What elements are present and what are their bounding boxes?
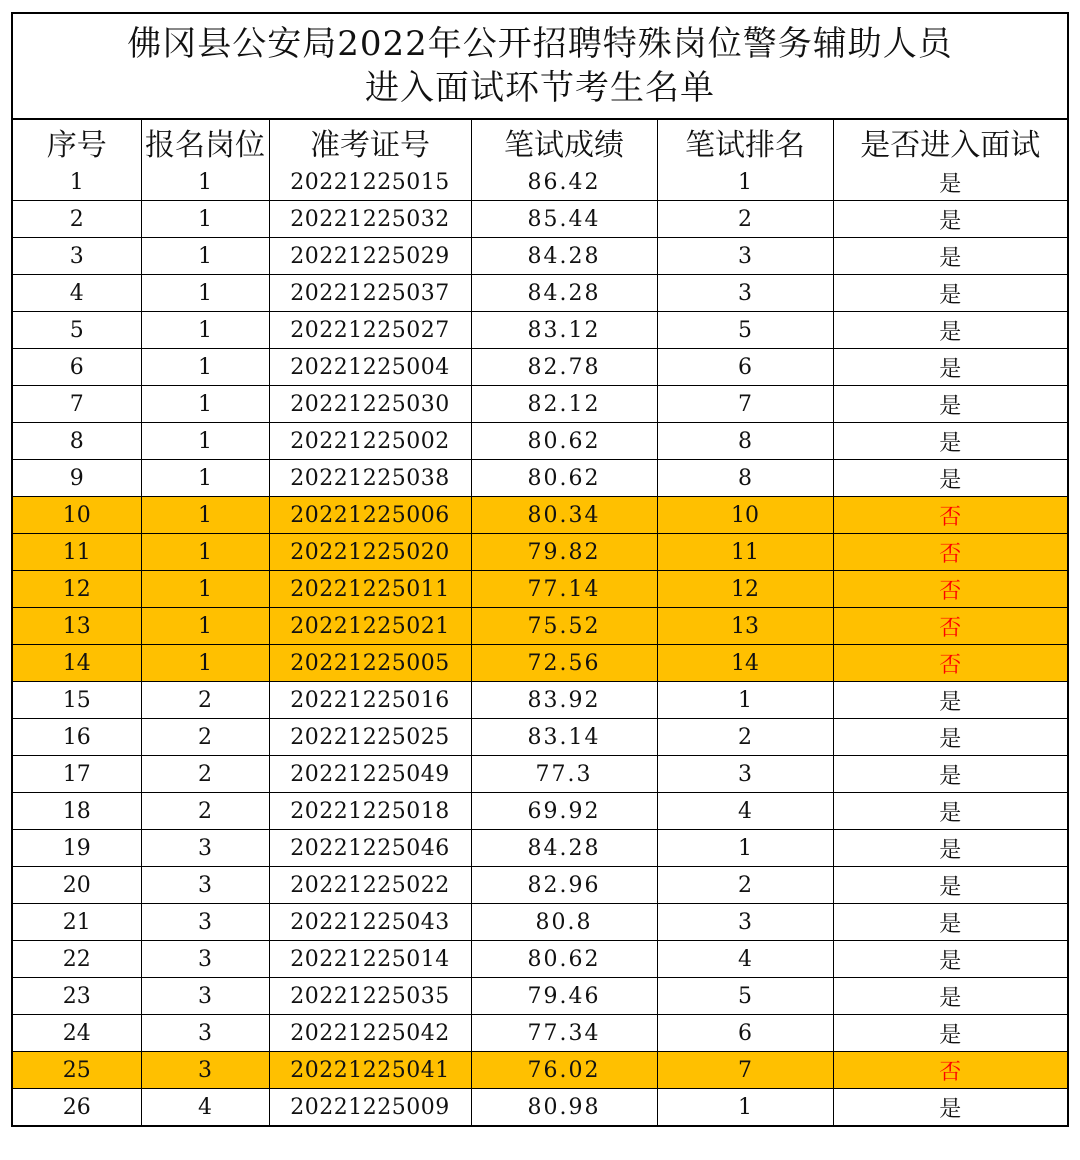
cell-ticket: 20221225049 — [269, 756, 471, 793]
cell-result: 是 — [833, 312, 1067, 349]
cell-post: 1 — [141, 645, 269, 682]
cell-result: 是 — [833, 978, 1067, 1015]
cell-score: 76.02 — [471, 1052, 657, 1089]
column-header-score: 笔试成绩 — [471, 120, 657, 164]
cell-result: 是 — [833, 867, 1067, 904]
cell-ticket: 20221225025 — [269, 719, 471, 756]
cell-score: 84.28 — [471, 830, 657, 867]
cell-ticket: 20221225004 — [269, 349, 471, 386]
cell-ticket: 20221225020 — [269, 534, 471, 571]
table-header-row — [13, 120, 1067, 164]
cell-post: 1 — [141, 497, 269, 534]
cell-post: 1 — [141, 349, 269, 386]
cell-rank: 6 — [657, 1015, 833, 1052]
cell-post: 1 — [141, 238, 269, 275]
cell-result: 是 — [833, 719, 1067, 756]
cell-post: 2 — [141, 682, 269, 719]
cell-seq: 20 — [13, 867, 141, 904]
cell-post: 3 — [141, 978, 269, 1015]
cell-seq: 22 — [13, 941, 141, 978]
cell-result: 是 — [833, 793, 1067, 830]
table-row — [13, 941, 1067, 978]
cell-seq: 23 — [13, 978, 141, 1015]
table-row — [13, 423, 1067, 460]
table-row — [13, 793, 1067, 830]
cell-score: 72.56 — [471, 645, 657, 682]
cell-ticket: 20221225041 — [269, 1052, 471, 1089]
cell-rank: 5 — [657, 978, 833, 1015]
cell-score: 82.96 — [471, 867, 657, 904]
cell-seq: 3 — [13, 238, 141, 275]
table-row — [13, 349, 1067, 386]
cell-ticket: 20221225021 — [269, 608, 471, 645]
cell-ticket: 20221225014 — [269, 941, 471, 978]
cell-rank: 12 — [657, 571, 833, 608]
cell-score: 85.44 — [471, 201, 657, 238]
table-row — [13, 275, 1067, 312]
cell-ticket: 20221225009 — [269, 1089, 471, 1126]
table-row — [13, 386, 1067, 423]
cell-rank: 10 — [657, 497, 833, 534]
table-row — [13, 201, 1067, 238]
cell-result: 否 — [833, 1052, 1067, 1089]
column-header-seq: 序号 — [13, 120, 141, 164]
cell-seq: 7 — [13, 386, 141, 423]
cell-ticket: 20221225018 — [269, 793, 471, 830]
cell-rank: 1 — [657, 164, 833, 201]
cell-score: 80.8 — [471, 904, 657, 941]
cell-result: 否 — [833, 497, 1067, 534]
cell-result: 是 — [833, 756, 1067, 793]
cell-seq: 1 — [13, 164, 141, 201]
cell-rank: 4 — [657, 793, 833, 830]
cell-rank: 2 — [657, 719, 833, 756]
table-row — [13, 534, 1067, 571]
table-row — [13, 1089, 1067, 1126]
cell-score: 80.62 — [471, 460, 657, 497]
cell-rank: 3 — [657, 904, 833, 941]
cell-rank: 1 — [657, 682, 833, 719]
table-row — [13, 904, 1067, 941]
table-row — [13, 571, 1067, 608]
cell-result: 否 — [833, 534, 1067, 571]
cell-rank: 3 — [657, 238, 833, 275]
table-row — [13, 830, 1067, 867]
cell-post: 1 — [141, 201, 269, 238]
cell-ticket: 20221225005 — [269, 645, 471, 682]
table-row — [13, 497, 1067, 534]
cell-post: 1 — [141, 534, 269, 571]
candidate-table — [13, 120, 1067, 1125]
column-header-result: 是否进入面试 — [833, 120, 1067, 164]
cell-ticket: 20221225011 — [269, 571, 471, 608]
cell-post: 3 — [141, 1015, 269, 1052]
cell-result: 是 — [833, 460, 1067, 497]
cell-rank: 8 — [657, 423, 833, 460]
cell-result: 是 — [833, 830, 1067, 867]
cell-score: 82.78 — [471, 349, 657, 386]
cell-post: 3 — [141, 941, 269, 978]
cell-post: 2 — [141, 793, 269, 830]
candidate-list-sheet — [11, 12, 1069, 1127]
table-row — [13, 682, 1067, 719]
cell-score: 80.62 — [471, 941, 657, 978]
cell-score: 83.92 — [471, 682, 657, 719]
cell-ticket: 20221225037 — [269, 275, 471, 312]
cell-score: 77.14 — [471, 571, 657, 608]
cell-result: 是 — [833, 682, 1067, 719]
cell-ticket: 20221225002 — [269, 423, 471, 460]
table-row — [13, 164, 1067, 201]
cell-seq: 2 — [13, 201, 141, 238]
cell-ticket: 20221225015 — [269, 164, 471, 201]
cell-seq: 4 — [13, 275, 141, 312]
cell-post: 2 — [141, 719, 269, 756]
cell-rank: 5 — [657, 312, 833, 349]
cell-seq: 14 — [13, 645, 141, 682]
table-row — [13, 460, 1067, 497]
cell-post: 1 — [141, 275, 269, 312]
cell-seq: 15 — [13, 682, 141, 719]
cell-score: 84.28 — [471, 275, 657, 312]
cell-ticket: 20221225043 — [269, 904, 471, 941]
cell-score: 79.46 — [471, 978, 657, 1015]
cell-result: 是 — [833, 164, 1067, 201]
cell-score: 77.34 — [471, 1015, 657, 1052]
cell-rank: 3 — [657, 275, 833, 312]
cell-result: 否 — [833, 608, 1067, 645]
cell-seq: 12 — [13, 571, 141, 608]
cell-rank: 8 — [657, 460, 833, 497]
cell-ticket: 20221225022 — [269, 867, 471, 904]
cell-result: 是 — [833, 275, 1067, 312]
cell-rank: 7 — [657, 386, 833, 423]
cell-seq: 9 — [13, 460, 141, 497]
cell-score: 83.12 — [471, 312, 657, 349]
column-header-rank: 笔试排名 — [657, 120, 833, 164]
cell-result: 是 — [833, 349, 1067, 386]
cell-score: 80.34 — [471, 497, 657, 534]
cell-seq: 17 — [13, 756, 141, 793]
cell-seq: 5 — [13, 312, 141, 349]
cell-result: 是 — [833, 904, 1067, 941]
cell-post: 3 — [141, 1052, 269, 1089]
table-row — [13, 719, 1067, 756]
cell-post: 2 — [141, 756, 269, 793]
cell-ticket: 20221225035 — [269, 978, 471, 1015]
cell-rank: 14 — [657, 645, 833, 682]
cell-seq: 6 — [13, 349, 141, 386]
cell-result: 是 — [833, 1089, 1067, 1126]
cell-ticket: 20221225029 — [269, 238, 471, 275]
cell-score: 80.62 — [471, 423, 657, 460]
cell-score: 84.28 — [471, 238, 657, 275]
cell-post: 1 — [141, 164, 269, 201]
cell-ticket: 20221225032 — [269, 201, 471, 238]
column-header-post: 报名岗位 — [141, 120, 269, 164]
cell-seq: 25 — [13, 1052, 141, 1089]
cell-rank: 2 — [657, 201, 833, 238]
title-line-1: 佛冈县公安局2022年公开招聘特殊岗位警务辅助人员 — [127, 24, 953, 64]
cell-rank: 13 — [657, 608, 833, 645]
table-row — [13, 608, 1067, 645]
cell-score: 82.12 — [471, 386, 657, 423]
table-row — [13, 867, 1067, 904]
cell-seq: 18 — [13, 793, 141, 830]
cell-score: 77.3 — [471, 756, 657, 793]
cell-seq: 13 — [13, 608, 141, 645]
cell-result: 是 — [833, 201, 1067, 238]
document-title — [13, 14, 1067, 120]
cell-post: 1 — [141, 460, 269, 497]
cell-ticket: 20221225006 — [269, 497, 471, 534]
cell-seq: 11 — [13, 534, 141, 571]
cell-post: 1 — [141, 423, 269, 460]
cell-ticket: 20221225016 — [269, 682, 471, 719]
cell-seq: 10 — [13, 497, 141, 534]
cell-result: 否 — [833, 571, 1067, 608]
cell-post: 4 — [141, 1089, 269, 1126]
column-header-ticket: 准考证号 — [269, 120, 471, 164]
cell-result: 否 — [833, 645, 1067, 682]
table-row — [13, 1052, 1067, 1089]
table-body — [13, 164, 1067, 1125]
cell-rank: 3 — [657, 756, 833, 793]
cell-rank: 11 — [657, 534, 833, 571]
cell-post: 1 — [141, 312, 269, 349]
table-row — [13, 312, 1067, 349]
table-row — [13, 1015, 1067, 1052]
cell-seq: 26 — [13, 1089, 141, 1126]
cell-ticket: 20221225030 — [269, 386, 471, 423]
cell-score: 69.92 — [471, 793, 657, 830]
cell-rank: 1 — [657, 830, 833, 867]
cell-rank: 7 — [657, 1052, 833, 1089]
cell-score: 83.14 — [471, 719, 657, 756]
cell-post: 1 — [141, 571, 269, 608]
cell-rank: 4 — [657, 941, 833, 978]
table-row — [13, 978, 1067, 1015]
cell-post: 1 — [141, 386, 269, 423]
cell-score: 86.42 — [471, 164, 657, 201]
table-row — [13, 645, 1067, 682]
cell-post: 3 — [141, 904, 269, 941]
cell-post: 3 — [141, 867, 269, 904]
cell-rank: 6 — [657, 349, 833, 386]
cell-ticket: 20221225027 — [269, 312, 471, 349]
cell-seq: 16 — [13, 719, 141, 756]
cell-seq: 8 — [13, 423, 141, 460]
cell-seq: 24 — [13, 1015, 141, 1052]
cell-ticket: 20221225038 — [269, 460, 471, 497]
cell-post: 1 — [141, 608, 269, 645]
cell-result: 是 — [833, 941, 1067, 978]
cell-result: 是 — [833, 386, 1067, 423]
table-row — [13, 756, 1067, 793]
cell-score: 79.82 — [471, 534, 657, 571]
cell-ticket: 20221225046 — [269, 830, 471, 867]
cell-result: 是 — [833, 423, 1067, 460]
cell-score: 80.98 — [471, 1089, 657, 1126]
cell-rank: 2 — [657, 867, 833, 904]
table-row — [13, 238, 1067, 275]
cell-rank: 1 — [657, 1089, 833, 1126]
title-line-2: 进入面试环节考生名单 — [365, 68, 715, 108]
cell-post: 3 — [141, 830, 269, 867]
cell-ticket: 20221225042 — [269, 1015, 471, 1052]
cell-result: 是 — [833, 1015, 1067, 1052]
cell-seq: 19 — [13, 830, 141, 867]
cell-result: 是 — [833, 238, 1067, 275]
cell-seq: 21 — [13, 904, 141, 941]
cell-score: 75.52 — [471, 608, 657, 645]
